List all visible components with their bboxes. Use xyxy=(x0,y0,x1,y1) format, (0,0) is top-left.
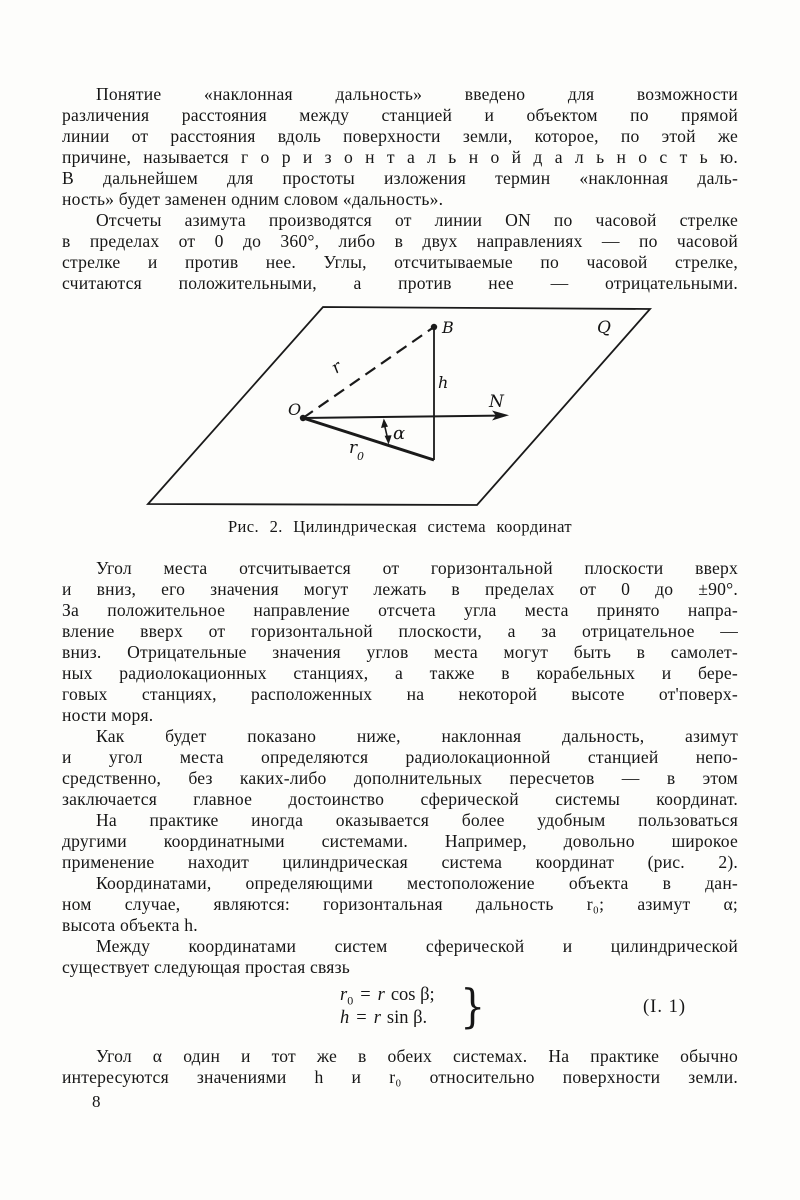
label-alpha: α xyxy=(393,423,406,444)
equation-number: (I. 1) xyxy=(643,997,686,1017)
text-line: На практике иногда оказывается более удобным пользоваться xyxy=(96,810,738,830)
text-line: Понятие «наклонная дальность» введено для возможности xyxy=(96,84,738,104)
page-number: 8 xyxy=(92,1092,101,1111)
text-line: и вниз, его значения могут лежать в пределах от 0 до ±90°. xyxy=(62,579,738,599)
figure-cylindrical-coordinates xyxy=(140,299,660,515)
text-line: интересуются значениями h и r₀ относительно поверхности земли. xyxy=(62,1067,738,1087)
paragraph-block-bottom xyxy=(62,1046,738,1088)
text-line: причине, называется г о р и з о н т а л ь н о й д а л ь н о с т ь ю. xyxy=(62,147,738,167)
text-line: различения расстояния между станцией и объектом по прямой xyxy=(62,105,738,125)
eq2-rhs-var: r xyxy=(373,1008,381,1028)
eq2-equals: = xyxy=(356,1008,367,1028)
eq1-function: cos β; xyxy=(390,985,435,1005)
eq1-equals: = xyxy=(360,985,371,1005)
text-line: заключается главное достоинство сферической системы координат. xyxy=(62,789,738,809)
paragraph-block-middle xyxy=(62,558,738,978)
text-line: применение находит цилиндрическая система координат (рис. 2). xyxy=(62,852,738,872)
text-line: Как будет показано ниже, наклонная дальность, азимут xyxy=(96,726,738,746)
text-line: вниз. Отрицательные значения углов места могут быть в самолет- xyxy=(62,642,738,662)
text-line: средственно, без каких-либо дополнительных пересчетов — в этом xyxy=(62,768,738,788)
text-line: высота объекта h. xyxy=(62,915,198,935)
text-line: ность» будет заменен одним словом «дальность». xyxy=(62,189,444,209)
slant-range-line xyxy=(303,327,434,418)
equation-brace: } xyxy=(460,979,486,1033)
eq1-lhs: r xyxy=(340,985,348,1005)
text-line: Координатами, определяющими местоположение объекта в дан- xyxy=(96,873,738,893)
figure-svg xyxy=(140,299,660,515)
equation-rows xyxy=(340,984,435,1030)
label-r0-base: r xyxy=(349,438,358,458)
text-line: и угол места определяются радиолокационной станцией непо- xyxy=(62,747,738,767)
text-line: существует следующая простая связь xyxy=(62,957,350,977)
equation-row-1 xyxy=(340,984,435,1007)
label-r0-sub: 0 xyxy=(357,450,364,463)
text-line: За положительное направление отсчета угла места принято напра- xyxy=(62,600,738,620)
equation-block xyxy=(62,979,738,1044)
text-line: вление вверх от горизонтальной плоскости, а за отрицательное — xyxy=(62,621,738,641)
text-line: в пределах от 0 до 360°, либо в двух направлениях — по часовой xyxy=(62,231,738,251)
north-axis-line xyxy=(303,416,498,418)
label-Q: Q xyxy=(597,318,611,338)
paragraph-block-top xyxy=(62,84,738,294)
text-line: Угол α один и тот же в обеих системах. На практике обычно xyxy=(96,1046,738,1066)
equation-row-2 xyxy=(340,1007,435,1030)
label-B: B xyxy=(442,318,454,337)
text-line: стрелке и против нее. Углы, отсчитываемые по часовой стрелке, xyxy=(62,252,738,272)
plane-outline xyxy=(148,307,650,505)
text-line: говых станциях, расположенных на некоторой высоте от'поверх- xyxy=(62,684,738,704)
text-line: линии от расстояния вдоль поверхности земли, которое, по этой же xyxy=(62,126,738,146)
point-B-dot xyxy=(431,324,437,330)
text-line: ности моря. xyxy=(62,705,154,725)
text-line: Между координатами систем сферической и цилиндрической xyxy=(96,936,738,956)
text-line: ном случае, являются: горизонтальная дальность r₀; азимут α; xyxy=(62,894,738,914)
text-line: считаются положительными, а против нее — отрицательными. xyxy=(62,273,738,293)
alpha-arrowhead-top-icon xyxy=(381,419,388,429)
label-h: h xyxy=(438,373,449,392)
text-line: ных радиолокационных станциях, а также в корабельных и бере- xyxy=(62,663,738,683)
label-N: N xyxy=(489,392,504,412)
text-line: другими координатными системами. Например, довольно широкое xyxy=(62,831,738,851)
text-line: В дальнейшем для простоты изложения термин «наклонная даль- xyxy=(62,168,738,188)
label-O: O xyxy=(288,400,302,419)
eq1-rhs-var: r xyxy=(377,985,385,1005)
figure-caption: Рис. 2. Цилиндрическая система координат xyxy=(227,517,573,536)
text-line: Угол места отсчитывается от горизонтальной плоскости вверх xyxy=(96,558,738,578)
horizontal-range-line xyxy=(303,418,434,460)
eq1-lhs-sub: 0 xyxy=(347,993,354,1008)
label-r: r xyxy=(327,356,346,379)
eq2-function: sin β. xyxy=(386,1008,428,1028)
eq2-lhs: h xyxy=(340,1008,350,1028)
text-line: Отсчеты азимута производятся от линии ON по часовой стрелке xyxy=(96,210,738,230)
